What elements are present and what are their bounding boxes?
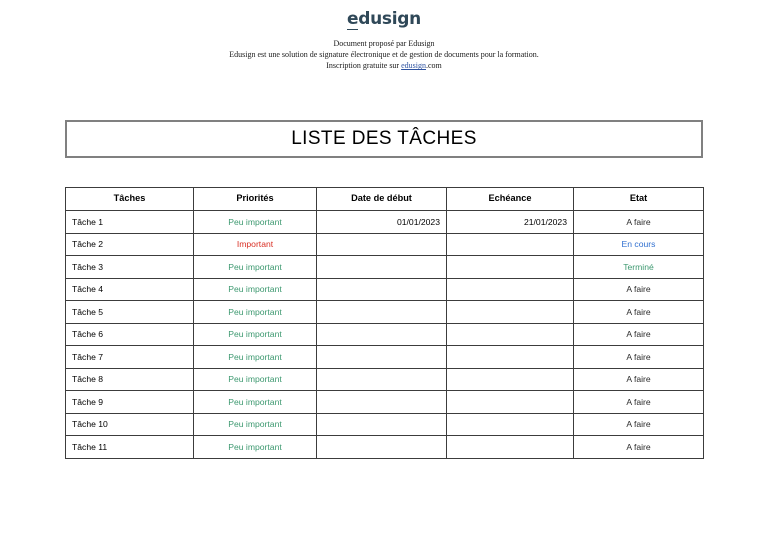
column-header-date-de-debut[interactable]: Date de début <box>317 188 447 211</box>
edusign-site-link[interactable]: edusign <box>401 61 426 71</box>
task-due-date-cell[interactable] <box>447 256 574 279</box>
task-due-date-cell[interactable] <box>447 368 574 391</box>
task-due-date-cell[interactable] <box>447 391 574 414</box>
task-name-cell[interactable]: Tâche 1 <box>66 211 194 234</box>
task-name-cell[interactable]: Tâche 10 <box>66 413 194 436</box>
table-head <box>66 188 704 211</box>
task-priority-cell[interactable]: Peu important <box>194 368 317 391</box>
task-state-cell[interactable]: A faire <box>574 346 704 369</box>
tagline-line-2: Edusign est une solution de signature électronique et de gestion de documents pour la formation. <box>229 50 539 60</box>
task-name-cell[interactable]: Tâche 4 <box>66 278 194 301</box>
task-name-cell[interactable]: Tâche 6 <box>66 323 194 346</box>
task-start-date-cell[interactable] <box>317 391 447 414</box>
task-priority-cell[interactable]: Peu important <box>194 391 317 414</box>
table-row[interactable] <box>66 391 704 414</box>
task-start-date-cell[interactable] <box>317 436 447 459</box>
column-header-etat[interactable]: Etat <box>574 188 704 211</box>
task-due-date-cell[interactable] <box>447 413 574 436</box>
task-start-date-cell[interactable] <box>317 323 447 346</box>
table-row[interactable] <box>66 346 704 369</box>
column-header-echeance[interactable]: Echéance <box>447 188 574 211</box>
table-row[interactable] <box>66 436 704 459</box>
task-name-cell[interactable]: Tâche 8 <box>66 368 194 391</box>
task-state-cell[interactable]: A faire <box>574 323 704 346</box>
task-priority-cell[interactable]: Peu important <box>194 256 317 279</box>
table-row[interactable] <box>66 413 704 436</box>
table-row[interactable] <box>66 323 704 346</box>
tagline-suffix: .com <box>425 61 442 71</box>
tagline-line-3 <box>0 60 768 71</box>
task-name-cell[interactable]: Tâche 3 <box>66 256 194 279</box>
task-state-cell[interactable]: A faire <box>574 278 704 301</box>
task-state-cell[interactable]: En cours <box>574 233 704 256</box>
task-due-date-cell[interactable] <box>447 346 574 369</box>
table-row[interactable] <box>66 256 704 279</box>
column-header-priorites[interactable]: Priorités <box>194 188 317 211</box>
task-priority-cell[interactable]: Peu important <box>194 301 317 324</box>
task-start-date-cell[interactable] <box>317 256 447 279</box>
task-due-date-cell[interactable] <box>447 323 574 346</box>
logo-wordmark-rest: dusign <box>358 9 421 29</box>
table-body <box>66 211 704 459</box>
table-row[interactable] <box>66 211 704 234</box>
table-row[interactable] <box>66 368 704 391</box>
tagline-line-1: Document proposé par Edusign <box>333 39 435 48</box>
task-start-date-cell[interactable] <box>317 368 447 391</box>
task-state-cell[interactable]: A faire <box>574 391 704 414</box>
task-start-date-cell[interactable]: 01/01/2023 <box>317 211 447 234</box>
task-start-date-cell[interactable] <box>317 346 447 369</box>
task-due-date-cell[interactable]: 21/01/2023 <box>447 211 574 234</box>
brand-tagline <box>0 38 768 72</box>
task-priority-cell[interactable]: Peu important <box>194 346 317 369</box>
task-state-cell[interactable]: A faire <box>574 413 704 436</box>
task-name-cell[interactable]: Tâche 5 <box>66 301 194 324</box>
task-priority-cell[interactable]: Peu important <box>194 436 317 459</box>
task-state-cell[interactable]: A faire <box>574 301 704 324</box>
column-header-taches[interactable]: Tâches <box>66 188 194 211</box>
task-start-date-cell[interactable] <box>317 413 447 436</box>
task-priority-cell[interactable]: Peu important <box>194 278 317 301</box>
table-row[interactable] <box>66 301 704 324</box>
task-list-table <box>65 187 704 459</box>
task-due-date-cell[interactable] <box>447 436 574 459</box>
task-name-cell[interactable]: Tâche 2 <box>66 233 194 256</box>
task-priority-cell[interactable]: Peu important <box>194 323 317 346</box>
task-priority-cell[interactable]: Peu important <box>194 413 317 436</box>
task-start-date-cell[interactable] <box>317 301 447 324</box>
tagline-prefix: Inscription gratuite sur <box>326 61 402 71</box>
task-start-date-cell[interactable] <box>317 278 447 301</box>
task-due-date-cell[interactable] <box>447 233 574 256</box>
table-header-row <box>66 188 704 211</box>
task-state-cell[interactable]: Terminé <box>574 256 704 279</box>
document-title-banner <box>65 120 703 158</box>
task-start-date-cell[interactable] <box>317 233 447 256</box>
brand-header <box>0 0 768 72</box>
page-title: LISTE DES TÂCHES <box>291 128 477 149</box>
logo-underlined-e: e <box>347 9 359 29</box>
task-due-date-cell[interactable] <box>447 278 574 301</box>
table-row[interactable] <box>66 233 704 256</box>
task-priority-cell[interactable]: Important <box>194 233 317 256</box>
task-name-cell[interactable]: Tâche 11 <box>66 436 194 459</box>
task-name-cell[interactable]: Tâche 9 <box>66 391 194 414</box>
task-state-cell[interactable]: A faire <box>574 211 704 234</box>
task-name-cell[interactable]: Tâche 7 <box>66 346 194 369</box>
task-state-cell[interactable]: A faire <box>574 368 704 391</box>
task-priority-cell[interactable]: Peu important <box>194 211 317 234</box>
table-row[interactable] <box>66 278 704 301</box>
edusign-logo <box>347 9 421 29</box>
task-state-cell[interactable]: A faire <box>574 436 704 459</box>
task-due-date-cell[interactable] <box>447 301 574 324</box>
